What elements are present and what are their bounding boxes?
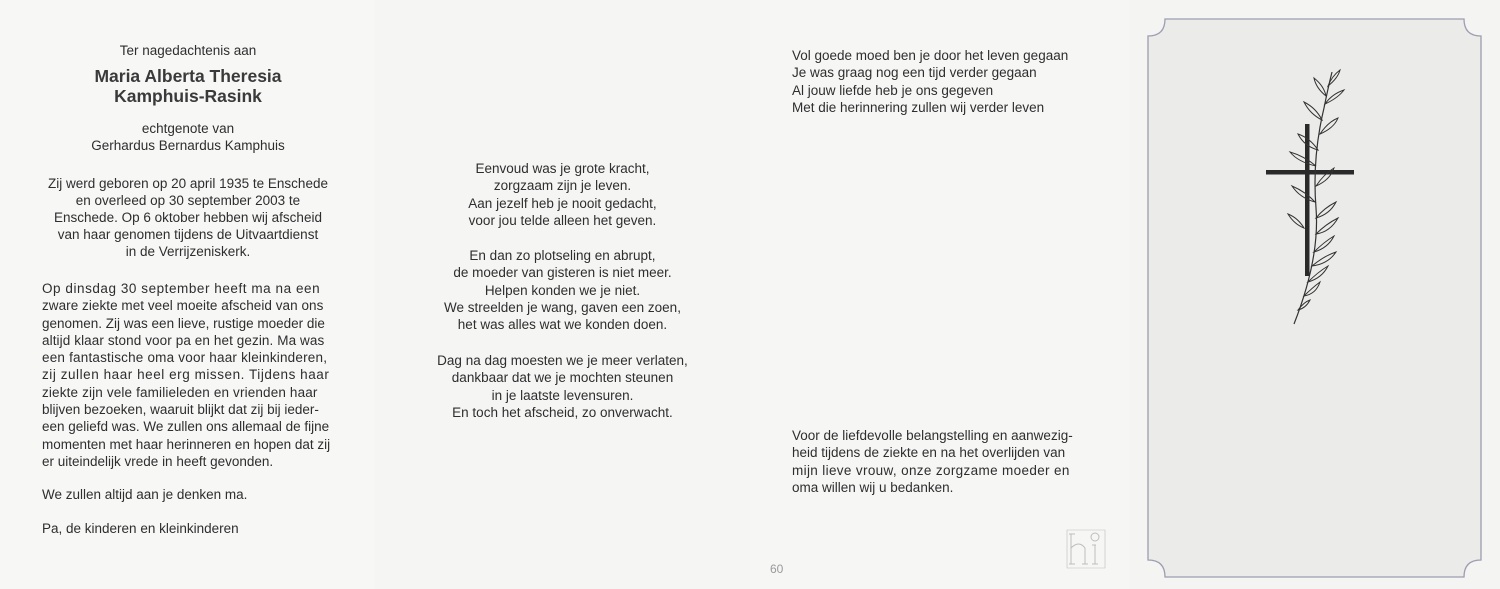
thanks-line: mijn lieve vrouw, onze zorgzame moeder en bbox=[792, 462, 1070, 478]
biography-line: ziekte zijn vele familieleden en vrienden haar bbox=[42, 384, 318, 400]
spouse-line: Gerhardus Bernardus Kamphuis bbox=[91, 138, 285, 153]
poem-line: dankbaar dat we je mochten steunen bbox=[451, 370, 674, 386]
spouse-block bbox=[18, 120, 358, 154]
biography-paragraph bbox=[42, 280, 334, 470]
biography-line: momenten met haar herinneren en hopen dat zij bbox=[42, 436, 331, 452]
name-line: Maria Alberta Theresia bbox=[94, 66, 282, 86]
birth-line: en overleed op 30 september 2003 te bbox=[75, 193, 301, 208]
biography-line: een fantastische oma voor haar kleinkinderen, bbox=[42, 350, 328, 366]
poem-line: zorgzaam zijn je leven. bbox=[493, 178, 632, 194]
verse-line: Al jouw liefde heb je ons gegeven bbox=[792, 82, 994, 98]
birth-line: Zij werd geboren op 20 april 1935 te Enschede bbox=[48, 176, 328, 191]
publisher-logo-icon bbox=[1065, 528, 1111, 580]
biography-line: genomen. Zij was een lieve, rustige moeder die bbox=[42, 315, 325, 331]
verse-block bbox=[792, 47, 1112, 116]
poem-line: Eenvoud was je grote kracht, bbox=[475, 161, 650, 176]
thank-you-paragraph bbox=[792, 427, 1086, 496]
poem-line: de moeder van gisteren is niet meer. bbox=[453, 265, 672, 281]
poem-stanza bbox=[375, 160, 750, 229]
page-number: 60 bbox=[770, 562, 784, 576]
cross-with-palm-branch-icon bbox=[1258, 68, 1362, 332]
poem-stanza bbox=[375, 352, 750, 421]
thanks-line: heid tijdens de ziekte en na het overlijden van bbox=[792, 445, 1066, 461]
poem-line: We streelden je wang, gaven een zoen, bbox=[444, 299, 681, 315]
poem-line: En toch het afscheid, zo onverwacht. bbox=[452, 404, 673, 420]
poem-line: Helpen konden we je niet. bbox=[484, 282, 641, 298]
biography-line: er uiteindelijk vrede in heeft gevonden. bbox=[42, 453, 274, 469]
thanks-line: oma willen wij u bedanken. bbox=[792, 479, 954, 495]
poem-panel bbox=[375, 0, 750, 589]
poem-line: Aan jezelf heb je nooit gedacht, bbox=[468, 195, 657, 211]
biography-line: altijd klaar stond voor pa en het gezin. Ma was bbox=[42, 332, 325, 348]
poem-stanza bbox=[375, 247, 750, 333]
poem-line: het was alles wat we konden doen. bbox=[457, 317, 668, 333]
biography-line: zware ziekte met veel moeite afscheid van ons bbox=[42, 298, 324, 314]
closing-line: We zullen altijd aan je denken ma. bbox=[42, 487, 248, 502]
name-line: Kamphuis-Rasink bbox=[114, 86, 262, 106]
poem-line: in je laatste levensuren. bbox=[491, 387, 634, 403]
verse-line: Met die herinnering zullen wij verder leven bbox=[792, 99, 1045, 115]
verse-line: Je was graag nog een tijd verder gegaan bbox=[792, 65, 1037, 81]
verse-line: Vol goede moed ben je door het leven gegaan bbox=[792, 48, 1069, 63]
biography-line: zij zullen haar heel erg missen. Tijdens haar bbox=[42, 367, 330, 383]
biography-line: een geliefd was. We zullen ons allemaal de fijne bbox=[42, 419, 330, 435]
biography-line: blijven bezoeken, waaruit blijkt dat zij bij ieder- bbox=[42, 402, 319, 418]
intro-label: Ter nagedachtenis aan bbox=[119, 43, 257, 58]
poem-line: Dag na dag moesten we je meer verlaten, bbox=[437, 353, 688, 368]
spouse-line: echtgenote van bbox=[141, 121, 235, 136]
birth-death-block bbox=[18, 175, 358, 260]
birth-line: van haar genomen tijdens de Uitvaartdienst bbox=[57, 227, 319, 242]
poem-line: voor jou telde alleen het geven. bbox=[468, 212, 657, 228]
birth-line: in de Verrijzeniskerk. bbox=[125, 244, 251, 259]
poem-line: En dan zo plotseling en abrupt, bbox=[469, 248, 656, 263]
left-panel bbox=[0, 0, 375, 589]
thanks-line: Voor de liefdevolle belangstelling en aanwezig- bbox=[792, 428, 1073, 443]
birth-line: Enschede. Op 6 oktober hebben wij afscheid bbox=[54, 210, 322, 225]
deceased-name bbox=[18, 66, 358, 106]
signature-line: Pa, de kinderen en kleinkinderen bbox=[42, 521, 239, 536]
cover-panel bbox=[1130, 0, 1500, 589]
right-panel bbox=[750, 0, 1130, 589]
biography-line: Op dinsdag 30 september heeft ma na een bbox=[42, 281, 321, 296]
